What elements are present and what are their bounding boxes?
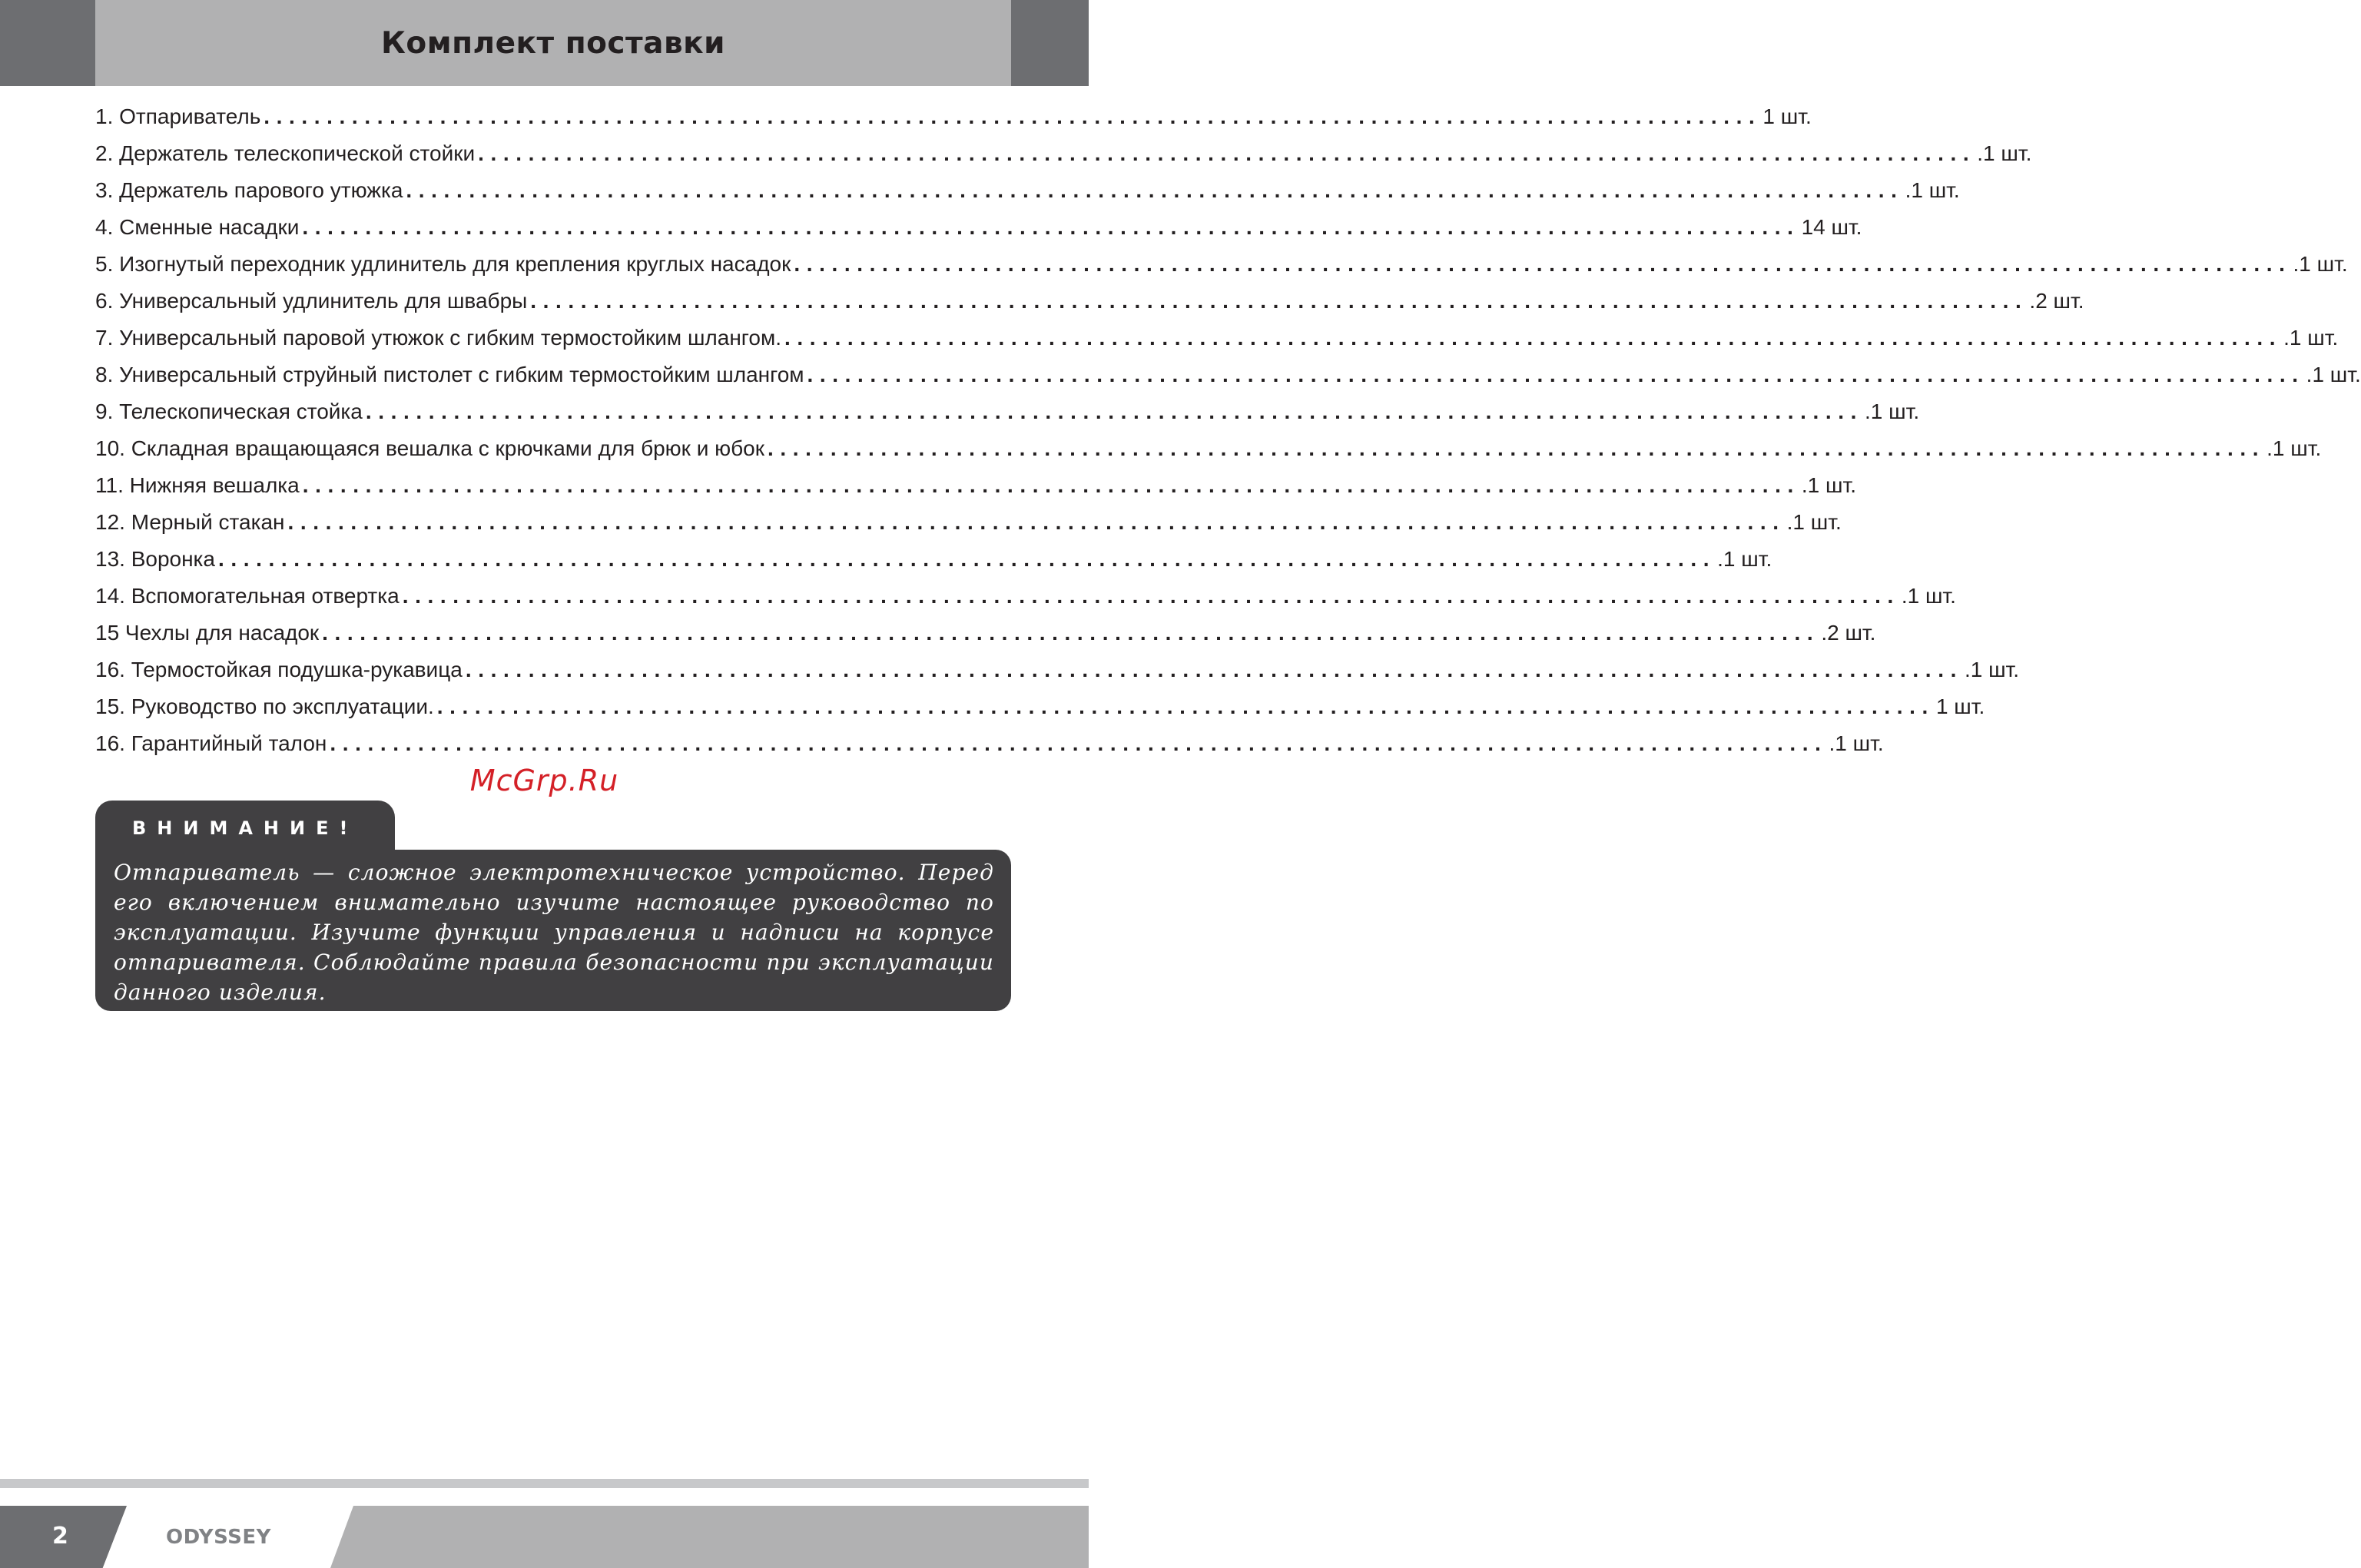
attention-text: Отпариватель — сложное электротехническое устройство. Перед его включением внимательно изучите настоящее руководство по эксплуатации. Изучите функции управления и надписи на корпусе отпаривателя. Соблюдайте правила безопасности при эксплуатации данного изделия. bbox=[114, 860, 994, 1005]
item-quantity: .1 шт. bbox=[2283, 326, 2339, 350]
dot-leader: ....................................................................................................................... bbox=[322, 621, 1820, 645]
item-label: 6. Универсальный удлинитель для швабры bbox=[95, 289, 528, 313]
item-quantity: .2 шт. bbox=[2029, 289, 2084, 313]
page-number: 2 bbox=[52, 1523, 68, 1550]
watermark: McGrp.Ru bbox=[469, 764, 619, 797]
list-item bbox=[95, 430, 2322, 467]
item-quantity: .1 шт. bbox=[1786, 510, 1842, 534]
list-item bbox=[95, 651, 2020, 688]
dot-leader: ....................................................................................................................... bbox=[330, 731, 1828, 755]
list-item bbox=[95, 688, 1985, 725]
list-item bbox=[95, 246, 2348, 283]
list-item bbox=[95, 135, 2032, 172]
item-quantity: .1 шт. bbox=[1829, 731, 1884, 755]
item-quantity: .1 шт. bbox=[1977, 141, 2032, 165]
item-quantity: .1 шт. bbox=[1865, 399, 1920, 423]
dot-leader: ....................................................................................................................... bbox=[302, 473, 1800, 497]
dot-leader: ....................................................................................................................... bbox=[287, 510, 1786, 534]
dot-leader: ....................................................................................................................... bbox=[264, 104, 1762, 128]
item-label: 15 Чехлы для насадок bbox=[95, 621, 320, 645]
list-item bbox=[95, 98, 1812, 135]
item-label: 2. Держатель телескопической стойки bbox=[95, 141, 476, 165]
dot-leader: ....................................................................................................................... bbox=[465, 658, 1963, 681]
page-title: Комплект поставки bbox=[381, 25, 725, 61]
dot-leader: ....................................................................................................................... bbox=[406, 178, 1904, 202]
header-left-block bbox=[0, 0, 95, 86]
footer-divider bbox=[0, 1479, 1089, 1488]
item-label: 7. Универсальный паровой утюжок с гибким термостойким шлангом. bbox=[95, 326, 781, 350]
list-item bbox=[95, 393, 1920, 430]
list-item bbox=[95, 172, 1960, 209]
list-item bbox=[95, 283, 2084, 320]
item-label: 4. Сменные насадки bbox=[95, 215, 300, 239]
dot-leader: ....................................................................................................................... bbox=[402, 584, 1900, 608]
item-label: 14. Вспомогательная отвертка bbox=[95, 584, 400, 608]
item-label: 12. Мерный стакан bbox=[95, 510, 285, 534]
dot-leader: ....................................................................................................................... bbox=[784, 326, 2283, 350]
dot-leader: ....................................................................................................................... bbox=[218, 547, 1716, 571]
item-label: 10. Складная вращающаяся вешалка с крючками для брюк и юбок bbox=[95, 436, 764, 460]
dot-leader: ....................................................................................................................... bbox=[794, 252, 2292, 276]
attention-title: ВНИМАНИЕ! bbox=[132, 817, 359, 839]
item-label: 15. Руководство по эксплуатации. bbox=[95, 694, 434, 718]
dot-leader: ....................................................................................................................... bbox=[302, 215, 1800, 239]
item-label: 8. Универсальный струйный пистолет с гибким термостойким шлангом bbox=[95, 363, 804, 386]
item-label: 16. Термостойкая подушка-рукавица bbox=[95, 658, 463, 681]
item-quantity: .1 шт. bbox=[1901, 584, 1956, 608]
dot-leader: ....................................................................................................................... bbox=[807, 363, 2305, 386]
item-quantity: .1 шт. bbox=[1905, 178, 1960, 202]
item-quantity: .1 шт. bbox=[1717, 547, 1772, 571]
item-quantity: .2 шт. bbox=[1821, 621, 1876, 645]
item-quantity: .1 шт. bbox=[1801, 473, 1856, 497]
list-item bbox=[95, 615, 1876, 651]
list-item bbox=[95, 209, 1862, 246]
brand-name: ODYSSEY bbox=[166, 1526, 271, 1549]
item-label: 9. Телескопическая стойка bbox=[95, 399, 363, 423]
dot-leader: ....................................................................................................................... bbox=[365, 399, 1863, 423]
item-label: 3. Держатель парового утюжка bbox=[95, 178, 403, 202]
item-label: 1. Отпариватель bbox=[95, 104, 261, 128]
package-contents-list bbox=[95, 98, 2361, 762]
list-item bbox=[95, 504, 1842, 541]
list-item bbox=[95, 578, 1956, 615]
item-label: 5. Изогнутый переходник удлинитель для крепления круглых насадок bbox=[95, 252, 791, 276]
item-label: 13. Воронка bbox=[95, 547, 215, 571]
list-item bbox=[95, 467, 1856, 504]
footer-right-block bbox=[330, 1506, 1089, 1568]
header-right-block bbox=[1011, 0, 1089, 86]
list-item bbox=[95, 356, 2361, 393]
dot-leader: ....................................................................................................................... bbox=[436, 694, 1935, 718]
dot-leader: ....................................................................................................................... bbox=[478, 141, 1976, 165]
list-item bbox=[95, 541, 1772, 578]
item-quantity: .1 шт. bbox=[2266, 436, 2322, 460]
item-quantity: .1 шт. bbox=[2306, 363, 2361, 386]
list-item bbox=[95, 725, 1884, 762]
dot-leader: ....................................................................................................................... bbox=[768, 436, 2266, 460]
item-quantity: 1 шт. bbox=[1762, 104, 1812, 128]
dot-leader: ....................................................................................................................... bbox=[530, 289, 2028, 313]
item-quantity: 14 шт. bbox=[1801, 215, 1862, 239]
item-label: 11. Нижняя вешалка bbox=[95, 473, 300, 497]
item-quantity: .1 шт. bbox=[1964, 658, 2020, 681]
header-bar bbox=[95, 0, 1011, 86]
item-quantity: 1 шт. bbox=[1935, 694, 1985, 718]
item-quantity: .1 шт. bbox=[2293, 252, 2348, 276]
list-item bbox=[95, 320, 2339, 356]
item-label: 16. Гарантийный талон bbox=[95, 731, 327, 755]
